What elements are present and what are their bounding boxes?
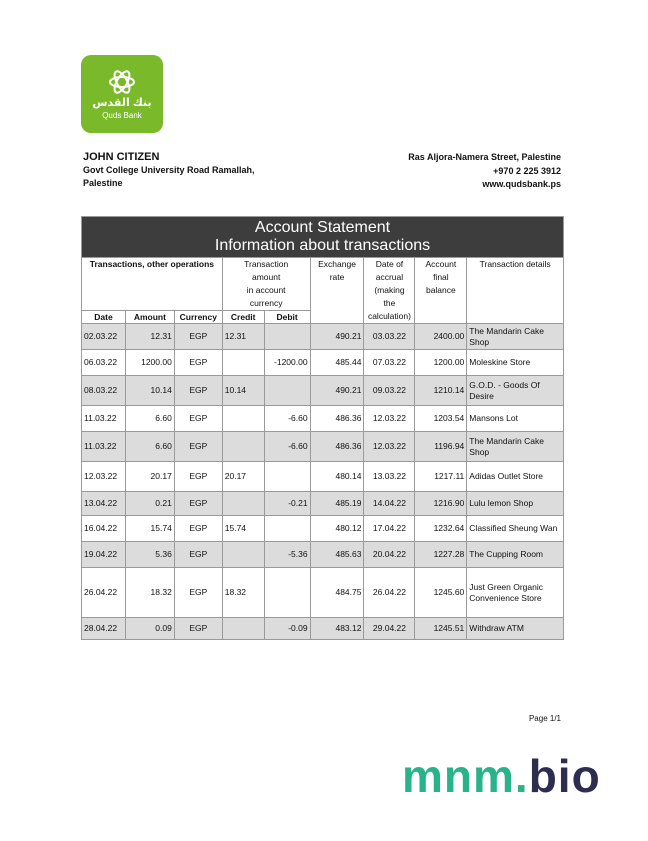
watermark-part2: bio	[528, 750, 601, 802]
row-exchange-rate: 490.21	[310, 376, 364, 406]
customer-name: JOHN CITIZEN	[83, 151, 160, 163]
row-date: 26.04.22	[82, 568, 126, 618]
header-currency: Currency	[174, 311, 222, 324]
table-row	[82, 432, 564, 462]
row-exchange-rate: 485.63	[310, 542, 364, 568]
logo-english-text: Quds Bank	[102, 111, 142, 120]
row-exchange-rate: 480.14	[310, 462, 364, 492]
row-date: 28.04.22	[82, 618, 126, 640]
row-exchange-rate: 486.36	[310, 432, 364, 462]
row-accrual-date: 29.04.22	[364, 618, 415, 640]
row-final-balance: 1232.64	[415, 516, 467, 542]
row-debit	[264, 568, 310, 618]
transactions-body	[82, 324, 564, 640]
row-accrual-date: 03.03.22	[364, 324, 415, 350]
row-debit: -0.09	[264, 618, 310, 640]
row-accrual-date: 09.03.22	[364, 376, 415, 406]
row-details: Withdraw ATM	[467, 618, 564, 640]
header-debit: Debit	[264, 311, 310, 324]
watermark-part1: mnm.	[402, 750, 529, 802]
header-transaction-details: Transaction details	[467, 258, 564, 324]
row-final-balance: 1203.54	[415, 406, 467, 432]
header-accrual-date: Date of accrual (making the calculation)	[364, 258, 415, 324]
row-date: 12.03.22	[82, 462, 126, 492]
row-final-balance: 1217.11	[415, 462, 467, 492]
table-row	[82, 618, 564, 640]
statement-title-line2: Information about transactions	[214, 237, 431, 254]
row-final-balance: 1210.14	[415, 376, 467, 406]
header-amount-group: Transaction amount in account currency	[222, 258, 310, 311]
row-amount: 6.60	[125, 406, 174, 432]
row-credit: 10.14	[222, 376, 264, 406]
row-credit	[222, 406, 264, 432]
table-row	[82, 350, 564, 376]
row-date: 16.04.22	[82, 516, 126, 542]
statement-title	[82, 217, 564, 258]
row-details: The Mandarin Cake Shop	[467, 432, 564, 462]
row-date: 11.03.22	[82, 406, 126, 432]
bank-address: Ras Aljora-Namera Street, Palestine	[408, 152, 561, 162]
row-date: 06.03.22	[82, 350, 126, 376]
row-details: The Cupping Room	[467, 542, 564, 568]
row-currency: EGP	[174, 324, 222, 350]
header-final-balance: Account final balance	[415, 258, 467, 324]
row-date: 11.03.22	[82, 432, 126, 462]
row-date: 08.03.22	[82, 376, 126, 406]
row-debit	[264, 516, 310, 542]
row-credit	[222, 618, 264, 640]
bank-emblem-icon	[107, 68, 137, 96]
row-details: Classified Sheung Wan	[467, 516, 564, 542]
row-details: Mansons Lot	[467, 406, 564, 432]
row-accrual-date: 12.03.22	[364, 432, 415, 462]
table-row	[82, 542, 564, 568]
watermark	[402, 748, 601, 804]
row-date: 02.03.22	[82, 324, 126, 350]
row-exchange-rate: 483.12	[310, 618, 364, 640]
row-exchange-rate: 480.12	[310, 516, 364, 542]
header-exchange-rate: Exchange rate	[310, 258, 364, 324]
row-amount: 0.09	[125, 618, 174, 640]
row-credit: 20.17	[222, 462, 264, 492]
row-amount: 6.60	[125, 432, 174, 462]
row-debit	[264, 462, 310, 492]
table-row	[82, 406, 564, 432]
row-details: Moleskine Store	[467, 350, 564, 376]
row-accrual-date: 14.04.22	[364, 492, 415, 516]
bank-phone: +970 2 225 3912	[493, 165, 561, 176]
header-credit: Credit	[222, 311, 264, 324]
row-currency: EGP	[174, 516, 222, 542]
row-final-balance: 1200.00	[415, 350, 467, 376]
row-amount: 20.17	[125, 462, 174, 492]
row-credit: 18.32	[222, 568, 264, 618]
row-debit: -0.21	[264, 492, 310, 516]
row-exchange-rate: 490.21	[310, 324, 364, 350]
row-final-balance: 2400.00	[415, 324, 467, 350]
row-final-balance: 1227.28	[415, 542, 467, 568]
row-amount: 18.32	[125, 568, 174, 618]
row-details: Just Green Organic Convenience Store	[467, 568, 564, 618]
row-amount: 5.36	[125, 542, 174, 568]
row-exchange-rate: 486.36	[310, 406, 364, 432]
row-debit	[264, 376, 310, 406]
row-amount: 12.31	[125, 324, 174, 350]
row-accrual-date: 13.03.22	[364, 462, 415, 492]
row-amount: 15.74	[125, 516, 174, 542]
customer-address-line2: Palestine	[83, 178, 123, 188]
row-debit: -5.36	[264, 542, 310, 568]
row-exchange-rate: 485.44	[310, 350, 364, 376]
row-debit: -1200.00	[264, 350, 310, 376]
customer-address-line1: Govt College University Road Ramallah,	[83, 165, 255, 175]
row-currency: EGP	[174, 376, 222, 406]
row-details: Lulu lemon Shop	[467, 492, 564, 516]
row-date: 19.04.22	[82, 542, 126, 568]
bank-logo	[81, 55, 163, 133]
header-transactions-group: Transactions, other operations	[82, 258, 223, 311]
table-row	[82, 516, 564, 542]
statement-title-line1: Account Statement	[254, 219, 391, 236]
row-accrual-date: 20.04.22	[364, 542, 415, 568]
row-credit	[222, 492, 264, 516]
row-currency: EGP	[174, 618, 222, 640]
row-accrual-date: 26.04.22	[364, 568, 415, 618]
row-currency: EGP	[174, 462, 222, 492]
bank-contact-block	[408, 151, 561, 192]
row-amount: 1200.00	[125, 350, 174, 376]
row-details: The Mandarin Cake Shop	[467, 324, 564, 350]
row-details: G.O.D. - Goods Of Desire	[467, 376, 564, 406]
row-date: 13.04.22	[82, 492, 126, 516]
row-exchange-rate: 484.75	[310, 568, 364, 618]
row-final-balance: 1196.94	[415, 432, 467, 462]
page-number: Page 1/1	[528, 714, 561, 723]
customer-block	[83, 151, 255, 190]
row-final-balance: 1216.90	[415, 492, 467, 516]
table-row	[82, 492, 564, 516]
table-row	[82, 376, 564, 406]
row-currency: EGP	[174, 542, 222, 568]
row-currency: EGP	[174, 406, 222, 432]
row-accrual-date: 17.04.22	[364, 516, 415, 542]
bank-website: www.qudsbank.ps	[482, 179, 561, 189]
row-debit: -6.60	[264, 406, 310, 432]
row-credit	[222, 432, 264, 462]
transactions-table	[81, 216, 564, 640]
row-debit: -6.60	[264, 432, 310, 462]
row-credit: 12.31	[222, 324, 264, 350]
row-amount: 0.21	[125, 492, 174, 516]
header-date: Date	[82, 311, 126, 324]
row-credit: 15.74	[222, 516, 264, 542]
row-credit	[222, 542, 264, 568]
row-exchange-rate: 485.19	[310, 492, 364, 516]
row-currency: EGP	[174, 350, 222, 376]
row-accrual-date: 07.03.22	[364, 350, 415, 376]
table-row	[82, 462, 564, 492]
row-credit	[222, 350, 264, 376]
row-debit	[264, 324, 310, 350]
table-row	[82, 324, 564, 350]
row-details: Adidas Outlet Store	[467, 462, 564, 492]
row-amount: 10.14	[125, 376, 174, 406]
row-final-balance: 1245.51	[415, 618, 467, 640]
logo-arabic-text: بنك القدس	[92, 97, 152, 109]
row-currency: EGP	[174, 568, 222, 618]
row-currency: EGP	[174, 492, 222, 516]
row-currency: EGP	[174, 432, 222, 462]
header-amount: Amount	[125, 311, 174, 324]
table-row	[82, 568, 564, 618]
row-accrual-date: 12.03.22	[364, 406, 415, 432]
row-final-balance: 1245.60	[415, 568, 467, 618]
